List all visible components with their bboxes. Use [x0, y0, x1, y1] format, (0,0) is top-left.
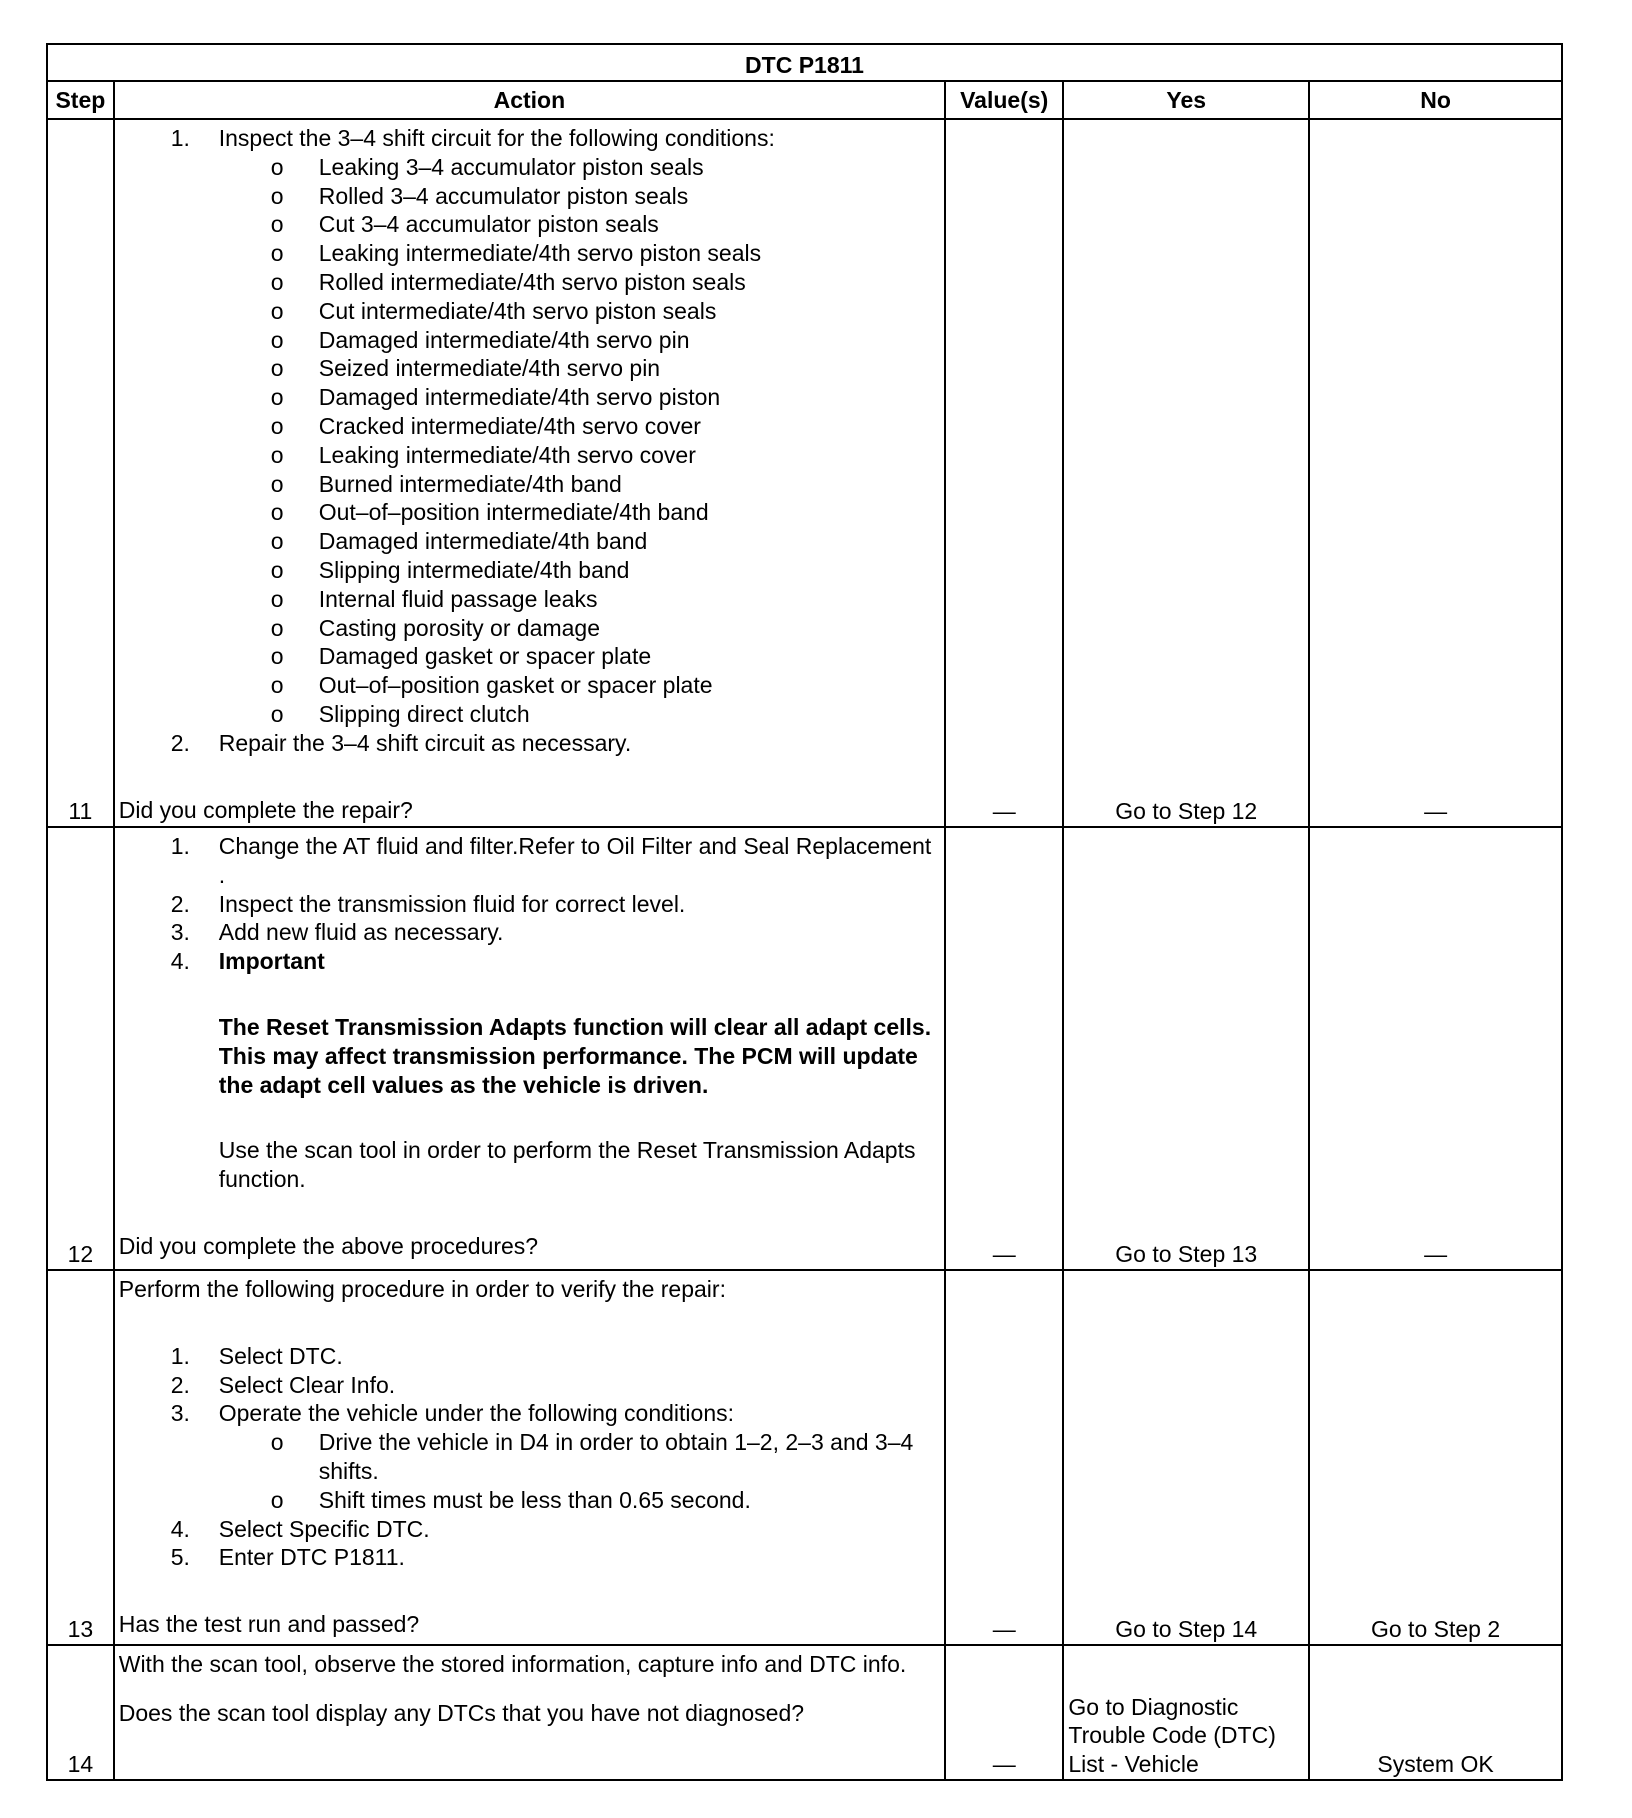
- yes-cell: Go to Step 14: [1063, 1270, 1309, 1645]
- bullet: o: [270, 1486, 284, 1513]
- intro-text: With the scan tool, observe the stored information, capture info and DTC info.: [118, 1651, 907, 1677]
- step-num: 4.: [170, 1515, 190, 1542]
- action-steps: [119, 729, 940, 758]
- list-item: o Casting porosity or damage: [270, 614, 600, 641]
- yes-cell: Go to Diagnostic Trouble Code (DTC) List - Vehicle: [1063, 1645, 1309, 1780]
- step-num: 5.: [170, 1544, 190, 1571]
- list-item: o Seized intermediate/4th servo pin: [270, 355, 661, 382]
- action-cell: [114, 827, 945, 1270]
- yes-cell: Go to Step 13: [1063, 827, 1309, 1270]
- action-steps: [119, 832, 940, 1194]
- bullet: o: [270, 499, 284, 526]
- list-item: o Damaged intermediate/4th servo piston: [270, 384, 721, 411]
- list-item: o Rolled intermediate/4th servo piston seals: [270, 268, 746, 295]
- action-cell: [114, 119, 945, 827]
- bullet: o: [270, 326, 284, 353]
- condition-list: [119, 1428, 940, 1514]
- header-row: [47, 81, 1562, 119]
- action-step: [119, 729, 940, 758]
- list-item: o Internal fluid passage leaks: [270, 585, 598, 612]
- no-cell: System OK: [1309, 1645, 1562, 1780]
- bullet: o: [270, 1429, 284, 1456]
- no-cell: —: [1309, 827, 1562, 1270]
- condition-list: [119, 153, 940, 729]
- step-text: Inspect the 3–4 shift circuit for the following conditions:: [218, 125, 775, 151]
- step-num: 1.: [170, 125, 190, 151]
- action-step: [119, 832, 940, 890]
- bullet: o: [270, 153, 284, 180]
- list-item: o Damaged intermediate/4th servo pin: [270, 326, 690, 353]
- value-cell: —: [945, 1270, 1063, 1645]
- step-text: Select Clear Info.: [218, 1371, 396, 1398]
- step-num: 3.: [170, 919, 190, 946]
- step-num: 3.: [170, 1400, 190, 1427]
- list-item: o Damaged intermediate/4th band: [270, 528, 648, 555]
- step-text: Change the AT fluid and filter.Refer to Oil Filter and Seal Replacement .: [218, 833, 932, 888]
- question-text: Does the scan tool display any DTCs that you have not diagnosed?: [118, 1699, 805, 1726]
- value-cell: —: [945, 827, 1063, 1270]
- list-item: o Burned intermediate/4th band: [270, 470, 622, 497]
- step-num: 2.: [170, 890, 190, 917]
- action-step: [119, 947, 940, 1194]
- value-cell: —: [945, 119, 1063, 827]
- bullet: o: [270, 182, 284, 209]
- table-row: [47, 1270, 1562, 1645]
- bullet: o: [270, 556, 284, 583]
- list-item: o Leaking 3–4 accumulator piston seals: [270, 153, 704, 180]
- bullet: o: [270, 384, 284, 411]
- action-steps: [119, 124, 940, 153]
- list-item: o Out–of–position gasket or spacer plate: [270, 672, 713, 699]
- action-steps: [119, 1515, 940, 1573]
- list-item: o Damaged gasket or spacer plate: [270, 643, 652, 670]
- list-item: o Leaking intermediate/4th servo piston seals: [270, 240, 762, 267]
- header-values: Value(s): [945, 81, 1063, 119]
- action-step: [119, 1515, 940, 1544]
- bullet: o: [270, 240, 284, 267]
- list-item: o Slipping direct clutch: [270, 700, 530, 727]
- list-item: o Drive the vehicle in D4 in order to obtain 1–2, 2–3 and 3–4 shifts.: [270, 1429, 914, 1484]
- action-step: [119, 124, 940, 153]
- header-yes: Yes: [1063, 81, 1309, 119]
- step-text: Enter DTC P1811.: [218, 1544, 405, 1571]
- question-text: Has the test run and passed?: [118, 1611, 420, 1638]
- bullet: o: [270, 672, 284, 699]
- step-num: 2.: [170, 729, 190, 756]
- header-action: Action: [114, 81, 945, 119]
- step-num: 4.: [170, 948, 190, 975]
- value-cell: —: [945, 1645, 1063, 1780]
- action-step: [119, 1399, 940, 1428]
- step-number: 14: [47, 1645, 114, 1780]
- action-step: [119, 1342, 940, 1371]
- table-row: [47, 1645, 1562, 1780]
- action-cell: [114, 1645, 945, 1780]
- action-step: [119, 1371, 940, 1400]
- bullet: o: [270, 297, 284, 324]
- bullet: o: [270, 700, 284, 727]
- bullet: o: [270, 470, 284, 497]
- step-text: Select DTC.: [218, 1342, 343, 1369]
- yes-cell: Go to Step 12: [1063, 119, 1309, 827]
- table-row: [47, 827, 1562, 1270]
- step-text: Select Specific DTC.: [218, 1515, 430, 1542]
- action-steps: [119, 1342, 940, 1428]
- action-step: [119, 1543, 940, 1572]
- action-step: [119, 890, 940, 919]
- no-cell: Go to Step 2: [1309, 1270, 1562, 1645]
- bullet: o: [270, 211, 284, 238]
- bullet: o: [270, 528, 284, 555]
- step-number: 11: [47, 119, 114, 827]
- list-item: o Slipping intermediate/4th band: [270, 556, 630, 583]
- header-step: Step: [47, 81, 114, 119]
- dtc-table: [46, 43, 1563, 1781]
- bullet: o: [270, 614, 284, 641]
- step-text: Inspect the transmission fluid for correct level.: [218, 890, 686, 917]
- bullet: o: [270, 585, 284, 612]
- list-item: o Out–of–position intermediate/4th band: [270, 499, 709, 526]
- action-step: [119, 918, 940, 947]
- step-text: Add new fluid as necessary.: [218, 919, 504, 946]
- list-item: o Rolled 3–4 accumulator piston seals: [270, 182, 689, 209]
- step-text: Operate the vehicle under the following conditions:: [218, 1400, 734, 1427]
- list-item: o Leaking intermediate/4th servo cover: [270, 441, 696, 468]
- list-item: o Shift times must be less than 0.65 second.: [270, 1486, 751, 1513]
- no-cell: —: [1309, 119, 1562, 827]
- important-label: Important: [218, 948, 325, 975]
- step-num: 1.: [170, 833, 190, 859]
- step-text: Repair the 3–4 shift circuit as necessary.: [218, 729, 632, 756]
- list-item: o Cut intermediate/4th servo piston seals: [270, 297, 717, 324]
- action-cell: [114, 1270, 945, 1645]
- question-text: Did you complete the repair?: [118, 796, 413, 823]
- list-item: o Cracked intermediate/4th servo cover: [270, 412, 701, 439]
- header-no: No: [1309, 81, 1562, 119]
- bullet: o: [270, 643, 284, 670]
- step-number: 12: [47, 827, 114, 1270]
- question-text: Did you complete the above procedures?: [118, 1232, 539, 1259]
- step-number: 13: [47, 1270, 114, 1645]
- bullet: o: [270, 355, 284, 382]
- list-item: o Cut 3–4 accumulator piston seals: [270, 211, 659, 238]
- table-row: [47, 119, 1562, 827]
- important-note: The Reset Transmission Adapts function will clear all adapt cells. This may affect transmission performance. The PCM will update the adapt cell values as the vehicle is driven.: [218, 1013, 932, 1098]
- step-num: 1.: [170, 1342, 190, 1369]
- step-num: 2.: [170, 1371, 190, 1398]
- bullet: o: [270, 268, 284, 295]
- table-title: DTC P1811: [47, 44, 1562, 81]
- bullet: o: [270, 441, 284, 468]
- intro-text: Perform the following procedure in order to verify the repair:: [118, 1276, 726, 1302]
- step-followup: Use the scan tool in order to perform the Reset Transmission Adapts function.: [218, 1137, 916, 1193]
- bullet: o: [270, 412, 284, 439]
